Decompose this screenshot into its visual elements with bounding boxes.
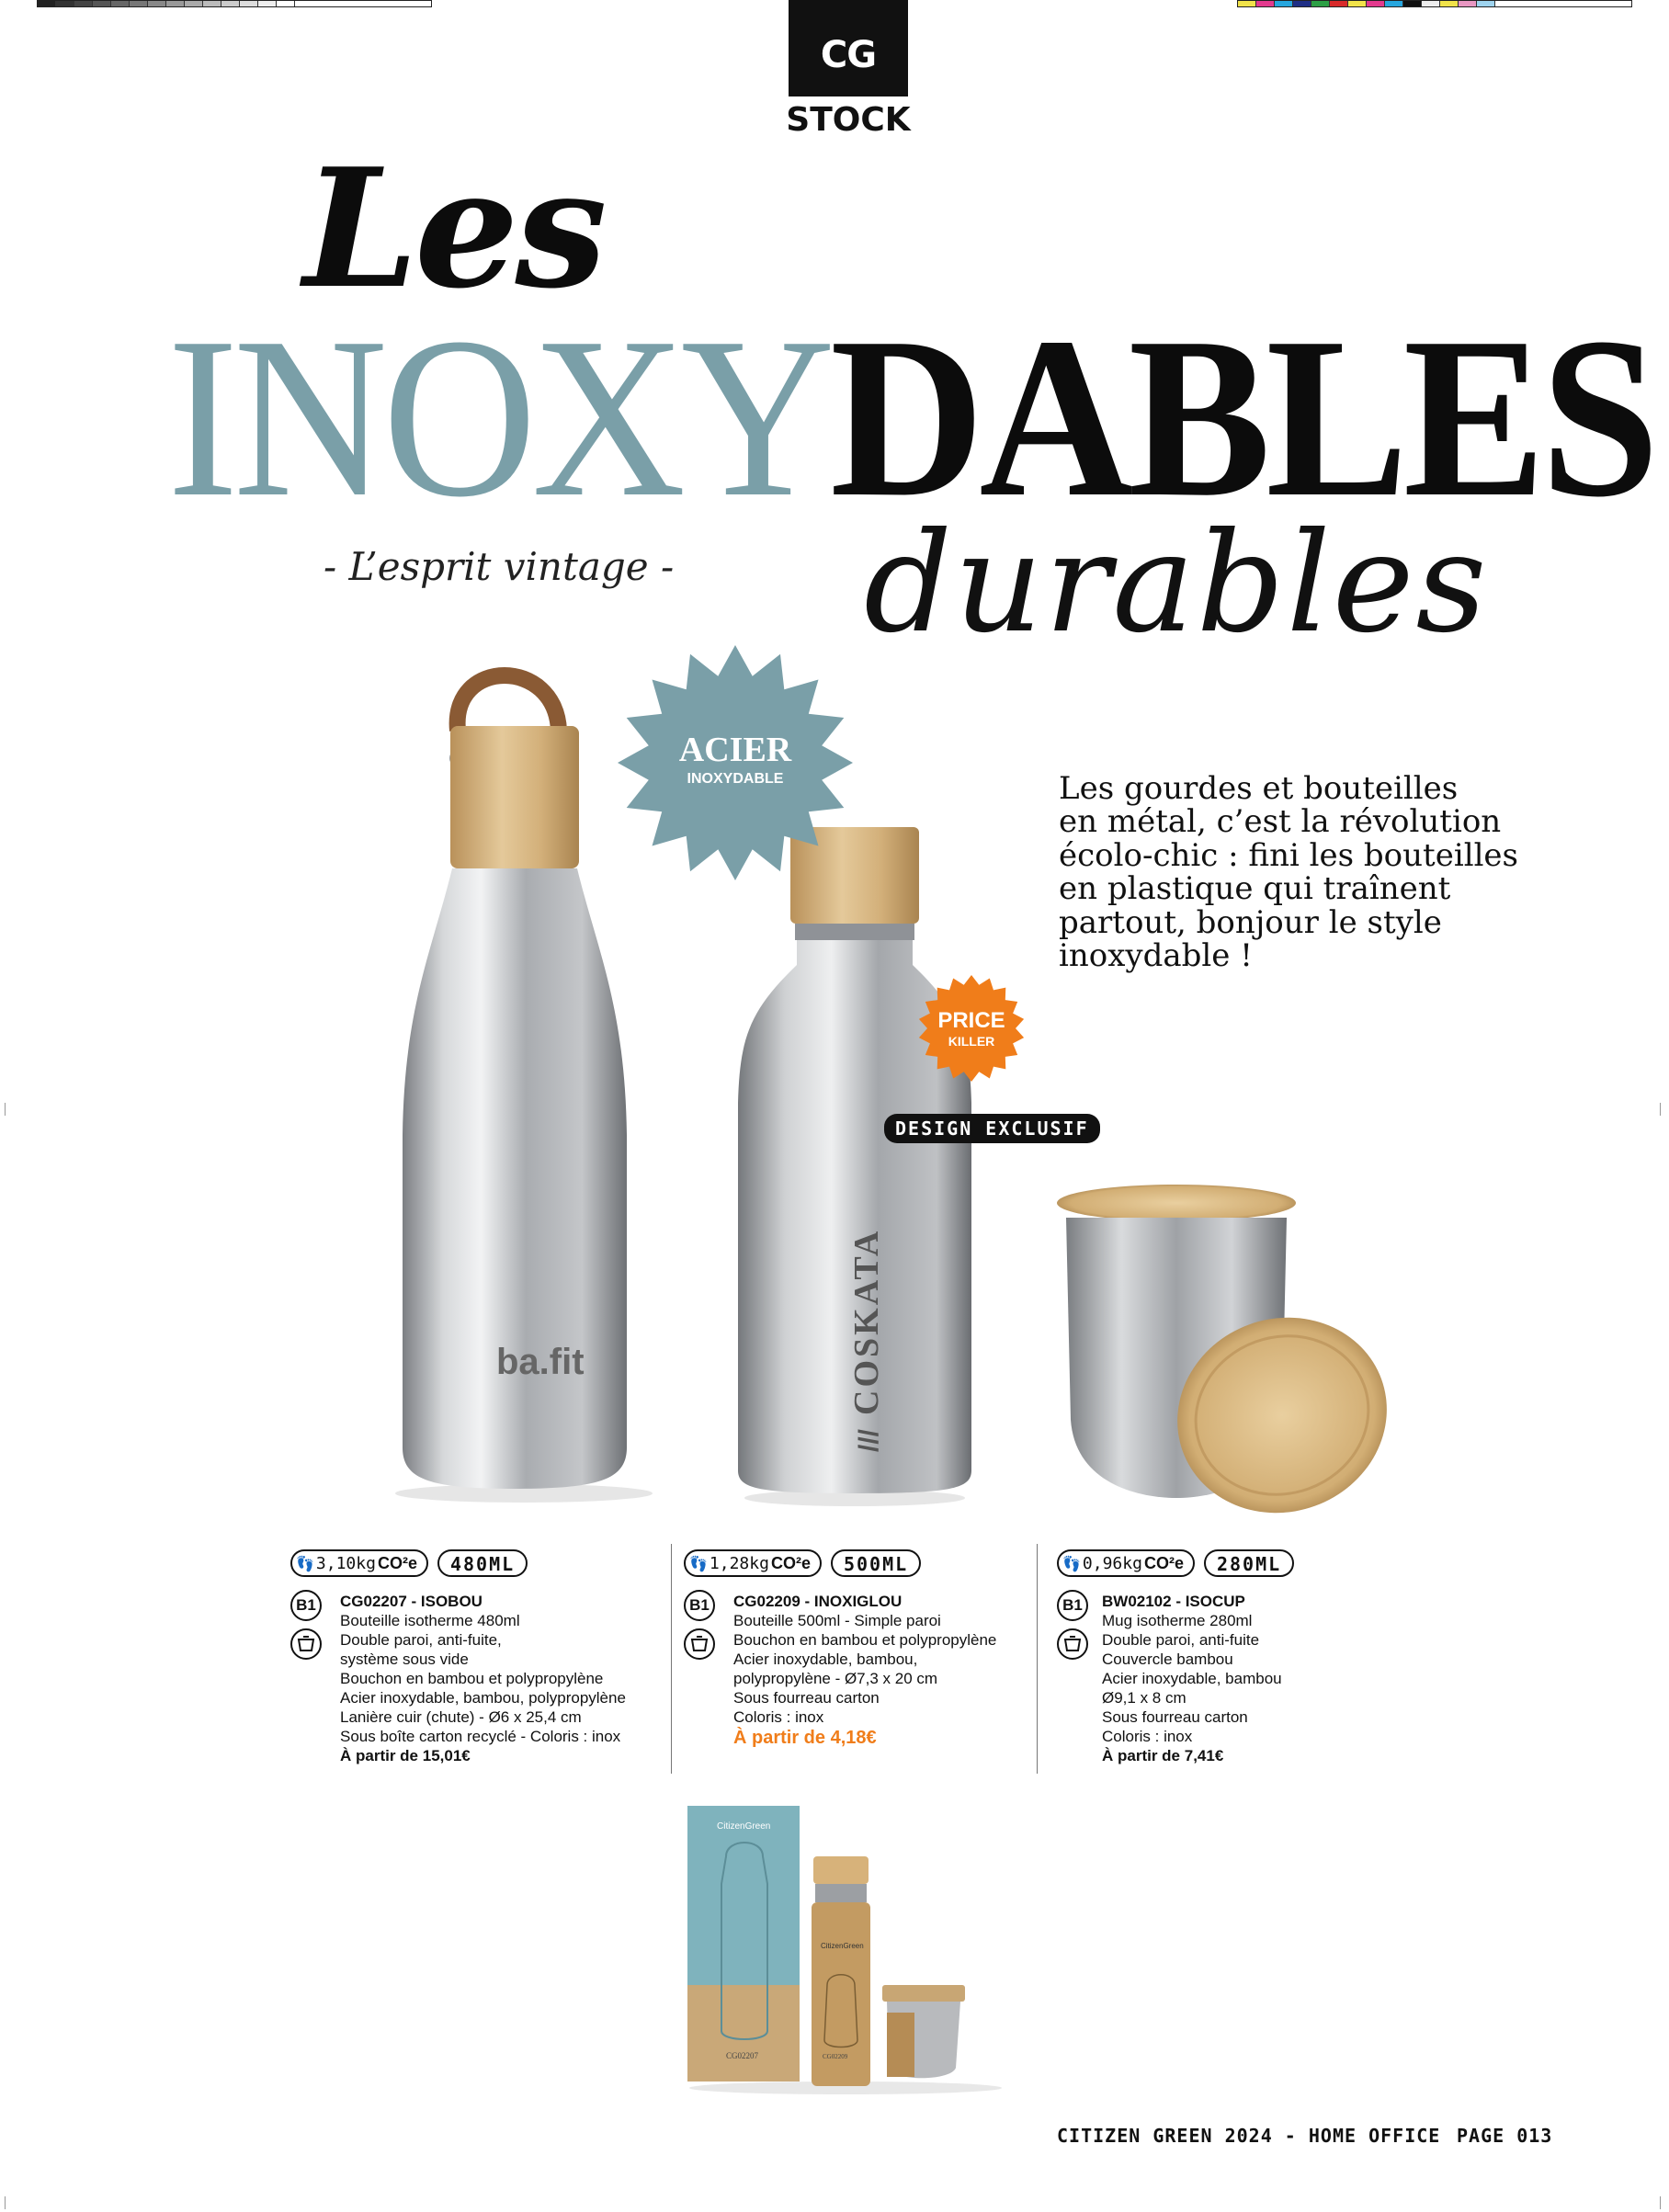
volume-badge: 480ML — [437, 1549, 528, 1577]
registration-mark — [5, 1103, 6, 1116]
product-code: BW02102 - ISOCUP — [1102, 1593, 1245, 1610]
product-line: polypropylène - Ø7,3 x 20 cm — [733, 1670, 938, 1687]
footer-page-number: PAGE 013 — [1457, 2125, 1553, 2147]
headline-durables: durables — [864, 504, 1489, 664]
product-price: À partir de 7,41€ — [1102, 1747, 1224, 1764]
registration-mark — [1660, 2196, 1661, 2209]
hand-wash-icon — [290, 1628, 322, 1660]
intro-line: inoxydable ! — [1059, 936, 1253, 974]
b1-icon: B1 — [1057, 1590, 1088, 1621]
product-line: Bouchon en bambou et polypropylène — [733, 1631, 997, 1649]
price-killer-line2: KILLER — [948, 1034, 995, 1049]
intro-line: en plastique qui traînent — [1059, 870, 1451, 908]
intro-line: Les gourdes et bouteilles — [1059, 770, 1459, 807]
print-grayscale-bar — [37, 0, 432, 7]
co2-unit: CO²e — [377, 1553, 417, 1572]
co2-value: 0,96kg — [1082, 1553, 1142, 1573]
product-icons-isocup — [1057, 1590, 1090, 1660]
intro-line: en métal, c’est la révolution — [1059, 803, 1502, 841]
product-price: À partir de 4,18€ — [733, 1728, 877, 1748]
bottle-isobou-image — [386, 657, 653, 1503]
product-details-inoxiglou — [733, 1592, 996, 1748]
product-line: Ø9,1 x 8 cm — [1102, 1689, 1186, 1707]
volume-badge: 280ML — [1204, 1549, 1294, 1577]
product-line: Bouteille 500ml - Simple paroi — [733, 1612, 941, 1629]
b1-icon: B1 — [290, 1590, 322, 1621]
column-divider — [1037, 1544, 1038, 1774]
hand-wash-icon — [1057, 1628, 1088, 1660]
product-icons-inoxiglou — [684, 1590, 717, 1660]
product-line: Bouteille isotherme 480ml — [340, 1612, 520, 1629]
product-line: Sous fourreau carton — [1102, 1708, 1248, 1726]
product-code: CG02209 - INOXIGLOU — [733, 1593, 903, 1610]
b1-icon: B1 — [684, 1590, 715, 1621]
co2-unit: CO²e — [770, 1553, 811, 1572]
box-code-label: CG02207 — [726, 2051, 759, 2060]
packaging-image — [685, 1801, 1002, 2095]
co2-badge — [1057, 1549, 1195, 1577]
intro-line: écolo-chic : fini les bouteilles — [1059, 836, 1519, 874]
product-line: Couvercle bambou — [1102, 1650, 1233, 1668]
product-line: Coloris : inox — [1102, 1728, 1193, 1745]
footprint-icon: 👣 — [296, 1554, 314, 1572]
product-line: Mug isotherme 280ml — [1102, 1612, 1253, 1629]
product-meta-inoxiglou — [684, 1549, 921, 1577]
box-brand-label: CitizenGreen — [717, 1821, 771, 1832]
acier-inoxydable-starburst — [616, 643, 855, 882]
product-line: Coloris : inox — [733, 1708, 824, 1726]
headline-main — [167, 290, 1655, 545]
column-divider — [671, 1544, 672, 1774]
price-killer-badge — [917, 974, 1026, 1083]
product-line: Bouchon en bambou et polypropylène — [340, 1670, 604, 1687]
headline-dables: DABLES — [830, 290, 1655, 545]
starburst-title: ACIER — [678, 731, 792, 769]
bottle-isobou-logo: ba.fit — [496, 1342, 585, 1382]
sleeve-code-label: CG02209 — [823, 2053, 848, 2060]
co2-value: 3,10kg — [315, 1553, 376, 1573]
bottle-inoxiglou-image — [731, 827, 979, 1507]
product-code: CG02207 - ISOBOU — [340, 1593, 483, 1610]
product-line: Acier inoxydable, bambou — [1102, 1670, 1282, 1687]
registration-mark — [1660, 1103, 1661, 1116]
mug-isocup-image — [1057, 1181, 1415, 1539]
starburst-subtitle: INOXYDABLE — [687, 771, 784, 787]
brand-logo: CG — [789, 0, 908, 96]
product-line: Double paroi, anti-fuite, — [340, 1631, 502, 1649]
hand-wash-icon — [684, 1628, 715, 1660]
brand-logo-subtext: STOCK — [786, 101, 911, 139]
footer-catalog: CITIZEN GREEN 2024 - HOME OFFICE — [1057, 2125, 1441, 2147]
product-price: À partir de 15,01€ — [340, 1747, 471, 1764]
co2-unit: CO²e — [1143, 1553, 1184, 1572]
co2-value: 1,28kg — [709, 1553, 769, 1573]
intro-line: partout, bonjour le style — [1059, 903, 1442, 941]
product-line: Double paroi, anti-fuite — [1102, 1631, 1260, 1649]
price-killer-line1: PRICE — [937, 1008, 1005, 1033]
print-color-bar — [1237, 0, 1632, 7]
product-meta-isobou — [290, 1549, 528, 1577]
footprint-icon: 👣 — [1062, 1554, 1081, 1572]
product-line: Acier inoxydable, bambou, polypropylène — [340, 1689, 626, 1707]
product-icons-isobou — [290, 1590, 324, 1660]
intro-paragraph — [1059, 772, 1537, 972]
design-exclusif-badge: DESIGN EXCLUSIF — [884, 1114, 1100, 1143]
volume-badge: 500ML — [831, 1549, 921, 1577]
co2-badge — [290, 1549, 428, 1577]
bottle-inoxiglou-logo: COSKATA — [847, 1228, 886, 1415]
headline-les: Les — [303, 132, 604, 324]
footprint-icon: 👣 — [689, 1554, 708, 1572]
product-details-isocup — [1102, 1592, 1282, 1765]
co2-badge — [684, 1549, 822, 1577]
product-line: Sous fourreau carton — [733, 1689, 880, 1707]
bottle-inoxiglou-mark: /// — [854, 1428, 884, 1452]
registration-mark — [5, 2196, 6, 2209]
headline-inoxy: INOXY — [167, 290, 831, 545]
product-details-isobou — [340, 1592, 626, 1765]
product-line: Sous boîte carton recyclé - Coloris : inox — [340, 1728, 621, 1745]
product-line: système sous vide — [340, 1650, 469, 1668]
product-meta-isocup — [1057, 1549, 1294, 1577]
product-line: Lanière cuir (chute) - Ø6 x 25,4 cm — [340, 1708, 582, 1726]
sleeve-brand-label: CitizenGreen — [821, 1942, 864, 1950]
product-line: Acier inoxydable, bambou, — [733, 1650, 918, 1668]
headline-tagline: - L’esprit vintage - — [324, 544, 675, 589]
